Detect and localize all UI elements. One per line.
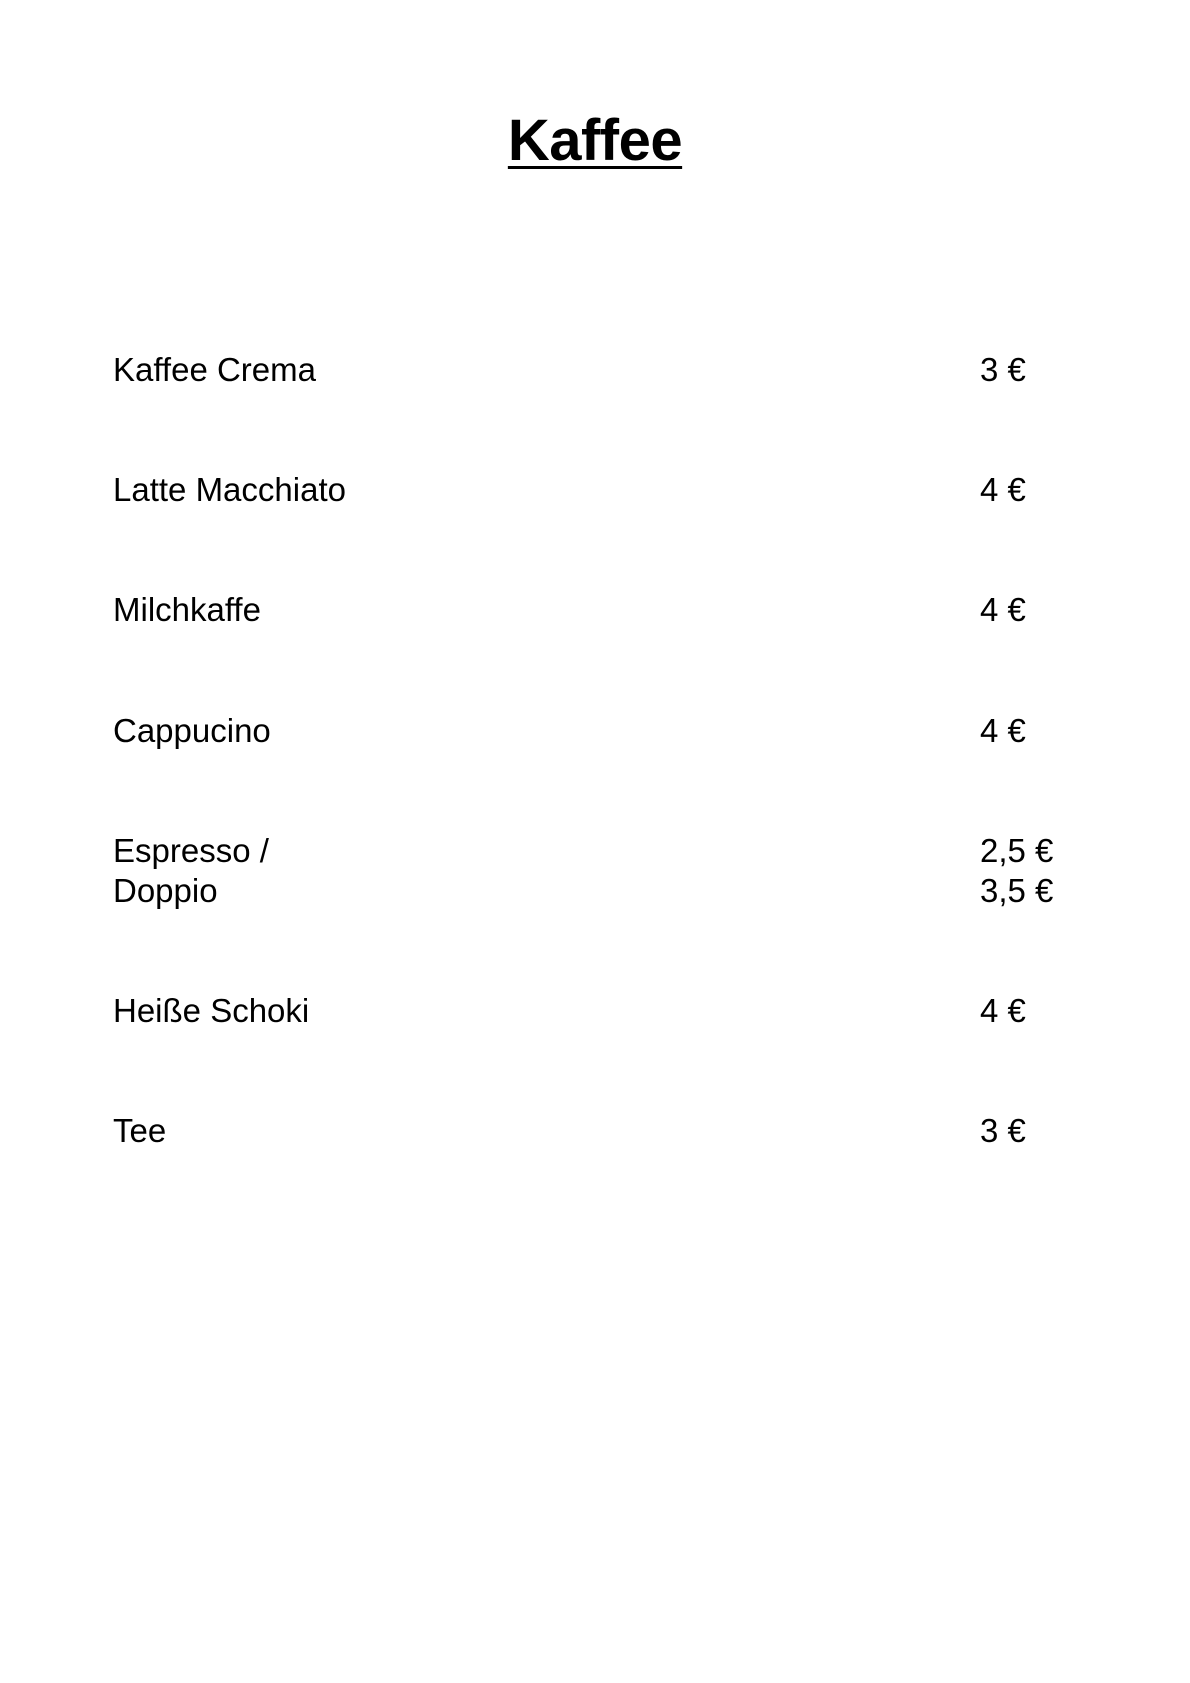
- item-name-line: Milchkaffe: [113, 591, 261, 628]
- item-price: [980, 711, 1026, 751]
- item-name-line: Cappucino: [113, 712, 271, 749]
- item-name-line: Doppio: [113, 872, 218, 909]
- item-price: [980, 991, 1026, 1031]
- item-price-line: 4 €: [980, 591, 1026, 628]
- item-name: [113, 711, 271, 751]
- item-price-line: 4 €: [980, 712, 1026, 749]
- item-name-line: Heiße Schoki: [113, 992, 310, 1029]
- item-price-line: 3 €: [980, 351, 1026, 388]
- item-price-line: 3,5 €: [980, 872, 1054, 909]
- item-name-line: Tee: [113, 1112, 167, 1149]
- item-name-line: Espresso /: [113, 832, 269, 869]
- item-price: [980, 1111, 1026, 1151]
- item-price: [980, 350, 1026, 390]
- item-price: [980, 470, 1026, 510]
- page-title: [0, 108, 1190, 173]
- item-price: [980, 590, 1026, 630]
- item-name-line: Latte Macchiato: [113, 471, 346, 508]
- item-name: [113, 831, 269, 911]
- item-price-line: 2,5 €: [980, 832, 1054, 869]
- item-name-line: Kaffee Crema: [113, 351, 316, 388]
- item-price: [980, 831, 1053, 911]
- item-name: [113, 1111, 166, 1151]
- item-name: [113, 590, 261, 630]
- item-price-line: 3 €: [980, 1112, 1026, 1149]
- item-name: [113, 991, 309, 1031]
- item-name: [113, 350, 316, 390]
- item-price-line: 4 €: [980, 471, 1026, 508]
- page-title-text: Kaffee: [507, 108, 683, 173]
- item-price-line: 4 €: [980, 992, 1026, 1029]
- item-name: [113, 470, 346, 510]
